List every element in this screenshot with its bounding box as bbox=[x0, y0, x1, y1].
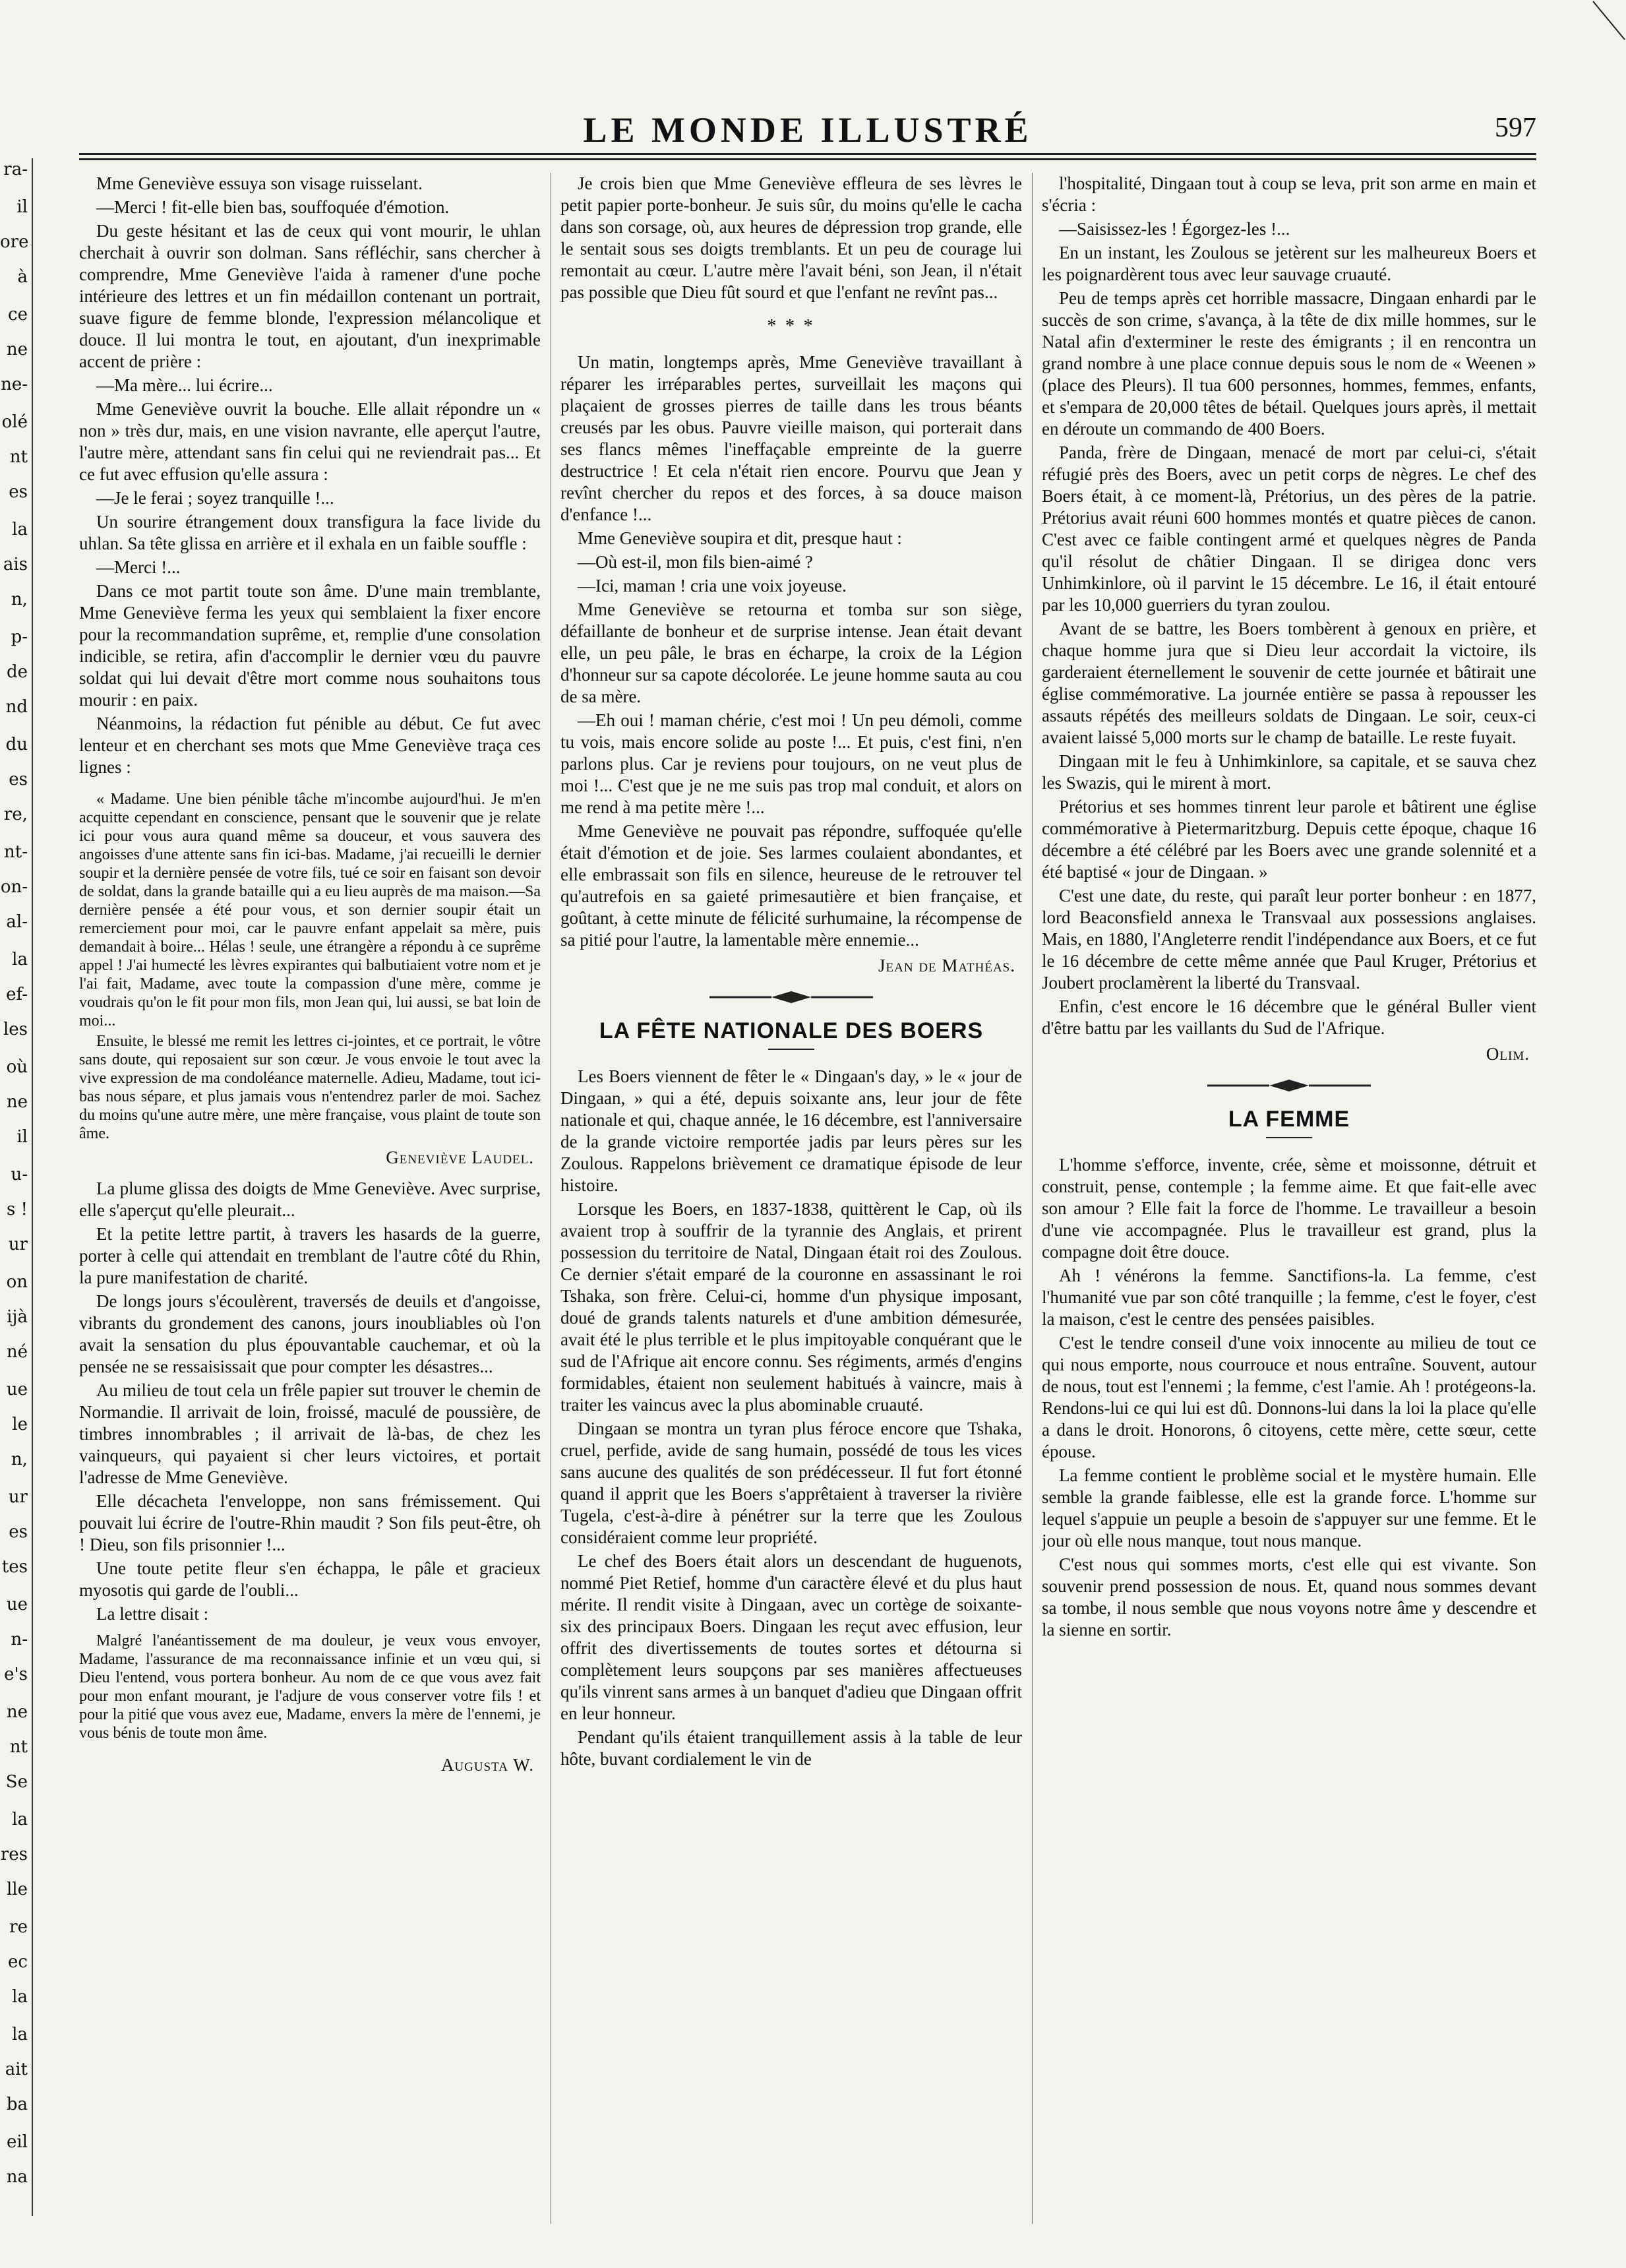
paragraph: Lorsque les Boers, en 1837-1838, quittèrent le Cap, où ils avaient trop à souffrir de la tyrannie des Anglais, et prirent possession du territoire de Natal, Dingaan était roi des Zoulous. Ce dernier s'était emparé de la couronne en assassinant le roi Tshaka, son frère. Celui-ci, homme d'un physique imposant, doué de grands talents naturels et d'une ambition démesurée, avait été le plus terrible et le plus impitoyable conquérant que le sud de l'Afrique ait encore connu. Ses régiments, armés d'engins formidables, étaient non seulement habitués à vaincre, mais à traiter les vaincus avec la plus abominable cruauté. bbox=[560, 1199, 1022, 1415]
paragraph: Enfin, c'est encore le 16 décembre que le général Buller vient d'être battu par les vaillants du Sud de l'Afrique. bbox=[1042, 996, 1536, 1038]
paragraph: —Merci ! fit-elle bien bas, souffoquée d'émotion. bbox=[96, 197, 450, 217]
paragraph: Ensuite, le blessé me remit les lettres ci-jointes, et ce portrait, le vôtre sans doute, qui reposaient sur son cœur. Je vous envoie le tout avec la vive expression de ma condoléance maternelle. Adieu, Madame, tout ici-bas nous sépare, et plus jamais vous n'entendrez parler de moi. Sachez du moins qu'une autre mère, une mère française, vous plaint de toute son âme. bbox=[79, 1033, 541, 1142]
paragraph: —Saisissez-les ! Égorgez-les !... bbox=[1059, 219, 1290, 239]
gutter-fragment: eil bbox=[6, 2132, 28, 2152]
paragraph: L'homme s'efforce, invente, crée, sème et moissonne, détruit et construit, pense, contemple ; la femme aime. Et que fait-elle avec son amour ? Elle fait la force de l'homme. Le travailleur a besoin d'une vie accompagnée. Plus le travailleur est grand, plus la compagne doit être douce. bbox=[1042, 1155, 1536, 1262]
gutter-fragment: nt bbox=[9, 1737, 28, 1757]
paragraph: Au milieu de tout cela un frêle papier sut trouver le chemin de Normandie. Il arrivait de loin, froissé, maculé de poussière, de timbres innombrables ; il arrivait de là-bas, de chez les vainqueurs, qui payaient si cher leurs victoires, et portait l'adresse de Mme Geneviève. bbox=[79, 1380, 541, 1487]
gutter-fragment: es bbox=[9, 1522, 28, 1542]
paragraph: C'est le tendre conseil d'une voix innocente au milieu de tout ce qui nous emporte, nous courrouce et nous entraîne. Souvent, autour de nous, tout est l'ennemi ; la femme, c'est l'amie. Ah ! protégeons-la. Rendons-lui ce qui lui est dû. Donnons-lui dans la loi la place qu'elle a dans le droit. Honorons, ô citoyens, cette mère, cette sœur, cette épouse. bbox=[1042, 1333, 1536, 1461]
gutter-fragment: u- bbox=[11, 1165, 28, 1184]
paragraph: Les Boers viennent de fêter le « Dingaan's day, » le « jour de Dingaan, » qui a été, depuis soixante ans, leur jour de fête nationale et qui, chaque année, le 16 décembre, est l'anniversaire de la grande victoire remportée jadis par leurs pères sur les Zoulous. Rappelons brièvement ce dramatique épisode de leur histoire. bbox=[560, 1066, 1022, 1195]
gutter-fragment: ne bbox=[6, 340, 28, 359]
paragraph: Peu de temps après cet horrible massacre, Dingaan enhardi par le succès de son crime, s'avança, à la tête de dix mille hommes, sur le Natal afin d'exterminer le reste des émigrants ; il en rencontra un grand nombre à une place connue depuis sous le nom de « Weenen » (place des Pleurs). Il tua 600 personnes, hommes, femmes, enfants, et s'empara de 20,000 têtes de bétail. Quelques jours après, il mettait en déroute un commando de 400 Boers. bbox=[1042, 288, 1536, 439]
gutter-fragment: ait bbox=[5, 2060, 28, 2079]
gutter-fragment: p- bbox=[11, 627, 28, 647]
paragraph: Mme Geneviève se retourna et tomba sur son siège, défaillante de bonheur et de surprise intense. Jean était devant elle, un peu pâle, le bras en écharpe, la croix de la Légion d'honneur sur sa capote décolorée. Le jeune homme sauta au cou de sa mère. bbox=[560, 599, 1022, 706]
paragraph: Elle décacheta l'enveloppe, non sans frémissement. Qui pouvait lui écrire de l'outre-Rhin maudit ? Son fils peut-être, oh ! Dieu, son fils prisonnier !... bbox=[79, 1491, 541, 1554]
paragraph: —Eh oui ! maman chérie, c'est moi ! Un peu démoli, comme tu vois, mais encore solide au poste !... Et puis, c'est fini, n'en parlons plus. Car je reviens pour toujours, on ne veut plus de moi !... C'est que je ne me suis pas trop mal conduit, et alors on me rend à ma petite mère !... bbox=[560, 710, 1022, 817]
paragraph: La lettre disait : bbox=[96, 1604, 209, 1624]
gutter-fragment: tes bbox=[1, 1557, 28, 1577]
paragraph: En un instant, les Zoulous se jetèrent sur les malheureux Boers et les poignardèrent tous avec leur sauvage cruauté. bbox=[1042, 243, 1536, 284]
article-heading-femme: LA FEMME bbox=[1228, 1107, 1350, 1132]
gutter-fragment: re bbox=[9, 1917, 28, 1937]
gutter-fragment: à bbox=[17, 267, 28, 287]
ornament-divider-icon bbox=[1203, 1078, 1375, 1093]
story-conclusion-paragraphs bbox=[560, 173, 1022, 303]
paragraph: Le chef des Boers était alors un descendant de huguenots, nommé Piet Retief, homme d'un caractère élevé et du plus haut mérite. Il rendit visite à Dingaan, avec un cortège de soixante-six des principaux Boers. Dingaan les reçut avec effusion, leur offrit des divertissements de toutes sortes et détourna si complètement leurs soupçons par ses manières affectueuses qu'ils vinrent sans armes à un banquet d'adieu que Dingaan offrit en leur honneur. bbox=[560, 1551, 1022, 1723]
second-letter-signature: Augusta W. bbox=[440, 1755, 534, 1775]
paragraph: —Où est-il, mon fils bien-aimé ? bbox=[578, 552, 813, 572]
boers-article-paragraphs bbox=[560, 1066, 1022, 1770]
paragraph: « Madame. Une bien pénible tâche m'incombe aujourd'hui. Je m'en acquitte cependant en conscience, pensant que le souvenir que je relate ici pour vous aura quand même sa douceur, et vous sauvera des angoisses d'une attente sans fin ici-bas. Madame, j'ai recueilli le dernier soupir et la dernière pensée de votre fils, tué ce soir en faisant son devoir de soldat, dans la grande bataille qui a eu lieu auprès de ma maison.—Sa dernière pensée a été pour vous, et son dernier soupir était un remerciement pour moi, car le pauvre enfant appelait sa mère, puis demandait à boire... Hélas ! seule, une étrangère a répondu à ce suprême appel ! J'ai humecté les lèvres expirantes qui balbutiaient votre nom et je l'ai fait, Madame, avec toute la compassion d'une mère, comme je voudrais qu'on le fit pour mon fils, mon Jean qui, lui aussi, se bat loin de moi... bbox=[79, 791, 541, 1029]
paragraph: —Merci !... bbox=[96, 557, 181, 577]
paragraph: De longs jours s'écoulèrent, traversés de deuils et d'angoisse, vibrants du grondement des canons, jours inoubliables où l'on avait la sensation du plus épouvantable cauchemar, et où la pensée ne se ressaisissait que pour compter les désastres... bbox=[79, 1291, 541, 1376]
article-heading-boers: LA FÊTE NATIONALE DES BOERS bbox=[599, 1018, 984, 1043]
gutter-fragment: les bbox=[3, 1020, 28, 1039]
masthead-rule-bottom bbox=[79, 158, 1536, 160]
paragraph: Dingaan mit le feu à Unhimkinlore, sa capitale, et se sauva chez les Swazis, qui le mirent à mort. bbox=[1042, 751, 1536, 793]
paragraph: Dingaan se montra un tyran plus féroce encore que Tshaka, cruel, perfide, avide de sang humain, possédé de tous les vices sans aucune des qualités de son prédécesseur. Il fut fort étonné quand il apprit que les Boers s'apprêtaient à traverser la rivière Tugela, c'est-à-dire à pénétrer sur la terre que les Zoulous considéraient comme leur propriété. bbox=[560, 1419, 1022, 1547]
gutter-fragment: e's bbox=[4, 1665, 28, 1684]
gutter-fragment: lle bbox=[6, 1880, 28, 1899]
story-paragraphs-continued bbox=[79, 1178, 541, 1625]
gutter-fragment: Se bbox=[5, 1772, 28, 1792]
gutter-fragment: ce bbox=[8, 305, 28, 324]
gutter-fragment: es bbox=[9, 482, 28, 502]
paragraph: —Ici, maman ! cria une voix joyeuse. bbox=[578, 576, 847, 596]
paragraph: Un sourire étrangement doux transfigura la face livide du uhlan. Sa tête glissa en arrière et il exhala en un faible souffle : bbox=[79, 512, 541, 553]
gutter-fragment: ra- bbox=[3, 160, 28, 179]
gutter-fragment: olé bbox=[1, 412, 28, 432]
gutter-fragment: la bbox=[12, 1810, 28, 1829]
page-corner-mark bbox=[1573, 0, 1626, 53]
gutter-fragment: s ! bbox=[6, 1200, 28, 1219]
letter-block bbox=[79, 790, 541, 1143]
gutter-fragment: de bbox=[6, 662, 28, 682]
paragraph: Mme Geneviève ouvrit la bouche. Elle allait répondre un « non » très dur, mais, en une vision navrante, elle aperçut l'autre, l'autre mère, attendant sans fin celui qui ne reviendrait pas... Et ce fut avec effusion qu'elle assura : bbox=[79, 399, 541, 484]
gutter-fragment: re, bbox=[3, 805, 28, 824]
gutter-fragment: la bbox=[12, 520, 28, 539]
paragraph: Prétorius et ses hommes tinrent leur parole et bâtirent une église commémorative à Pietermaritzburg. Depuis cette époque, chaque 16 décembre a été célébré par les Boers avec une grande solennité et a été baptisé « jour de Dingaan. » bbox=[1042, 797, 1536, 882]
gutter-fragment: où bbox=[6, 1057, 28, 1077]
masthead-title: LE MONDE ILLUSTRÉ bbox=[583, 110, 1033, 150]
paragraph: Pendant qu'ils étaient tranquillement assis à la table de leur hôte, buvant cordialement le vin de bbox=[560, 1727, 1022, 1769]
paragraph: C'est nous qui sommes morts, c'est elle qui est vivante. Son souvenir prend possession de nous. Et, quand nous sommes devant sa tombe, il nous semble que nous voyons notre âme y descendre et la sienne en sortir. bbox=[1042, 1554, 1536, 1640]
gutter-fragment: ur bbox=[8, 1487, 28, 1507]
paragraph: —Je le ferai ; soyez tranquille !... bbox=[96, 488, 334, 508]
paragraph: Je crois bien que Mme Geneviève effleura de ses lèvres le petit papier porte-bonheur. Je suis sûr, du moins qu'elle le cacha dans son corsage, où, aux heures de dépression trop grande, elle le sentait sous ses doigts tremblants. Et un peu de courage lui remontait au cœur. L'autre mère l'avait béni, son Jean, il n'était pas possible que Dieu fût sourd et que l'enfant ne revînt pas... bbox=[560, 173, 1022, 302]
masthead-rule-top bbox=[79, 153, 1536, 155]
gutter-fragment: on bbox=[6, 1272, 28, 1292]
second-letter: Malgré l'anéantissement de ma douleur, je veux vous envoyer, Madame, l'assurance de ma reconnaissance infinie et un vœu qui, si Dieu l'entend, vous portera bonheur. Au nom de ce que vous avez fait pour mon enfant mourant, je l'adjure de vous conserver votre fils ! et pour la pitié que vous avez eue, Madame, envers la mère de l'ennemi, je vous bénis de toute mon âme. bbox=[79, 1632, 541, 1742]
gutter-fragment: nt bbox=[9, 447, 28, 467]
gutter-fragment: res bbox=[0, 1845, 28, 1864]
gutter-fragment: es bbox=[9, 770, 28, 789]
column-divider bbox=[1032, 173, 1033, 2224]
section-break-asterism: * * * bbox=[767, 316, 816, 336]
paragraph: Néanmoins, la rédaction fut pénible au début. Ce fut avec lenteur et en cherchant ses mots que Mme Geneviève traça ces lignes : bbox=[79, 714, 541, 777]
paragraph: Un matin, longtemps après, Mme Geneviève travaillant à réparer les irréparables pertes, surveillait les maçons qui plaçaient de grosses pierres de taille dans les trous béants creusés par les obus. Pauvre vieille maison, qui porterait dans ses flancs mêmes l'ineffaçable empreinte de la guerre destructrice ! Et cela n'était rien encore. Pourvu que Jean y revînt chercher du repos et des forces, à sa douce maison d'enfance !... bbox=[560, 352, 1022, 524]
gutter-fragment: ec bbox=[8, 1952, 28, 1972]
gutter-fragment: ue bbox=[6, 1380, 28, 1399]
boers-article-continued bbox=[1042, 173, 1536, 1039]
gutter-fragments bbox=[0, 158, 33, 2216]
paragraph: La plume glissa des doigts de Mme Geneviève. Avec surprise, elle s'aperçut qu'elle pleurait... bbox=[79, 1179, 541, 1220]
paragraph: Du geste hésitant et las de ceux qui vont mourir, le uhlan cherchait à ouvrir son dolman. Sans réfléchir, sans chercher à comprendre, Mme Geneviève l'aida à ramener d'une poche intérieure des lettres et un fin médaillon contenant un portrait, suave figure de femme blonde, l'expression mélancolique et douce. Il lui montra le tout, en ajoutant, d'un inexprimable accent de prière : bbox=[79, 221, 541, 371]
paragraph: C'est une date, du reste, qui paraît leur porter bonheur : en 1877, lord Beaconsfield annexa le Transvaal aux possessions anglaises. Mais, en 1880, l'Angleterre rendit l'indépendance aux Boers, et ce fut le 16 décembre de cette même année que Paul Kruger, Prétorius et Joubert proclamèrent la liberté du Transvaal. bbox=[1042, 886, 1536, 993]
gutter-fragment: né bbox=[6, 1342, 28, 1362]
column-3 bbox=[1042, 173, 1536, 2230]
story-author-signature: Jean de Mathéas. bbox=[878, 956, 1015, 975]
gutter-fragment: la bbox=[12, 2025, 28, 2044]
gutter-fragment: ef- bbox=[6, 985, 28, 1004]
page-number: 597 bbox=[1495, 113, 1536, 143]
gutter-fragment: il bbox=[16, 1127, 28, 1147]
boers-article-signature: Olim. bbox=[1486, 1044, 1530, 1064]
heading-rule bbox=[768, 1049, 814, 1050]
gutter-fragment: il bbox=[16, 197, 28, 217]
paragraph: La femme contient le problème social et le mystère humain. Elle semble la grande faiblesse, elle est la grande force. L'homme sur lequel s'appuie un peuple a besoin de s'appuyer sur une femme. Et le jour où elle nous manque, tout nous manque. bbox=[1042, 1465, 1536, 1550]
paragraph: Une toute petite fleur s'en échappa, le pâle et gracieux myosotis qui garde de l'oubli... bbox=[79, 1558, 541, 1600]
gutter-fragment: nt- bbox=[4, 842, 28, 862]
gutter-fragment: na bbox=[6, 2167, 28, 2187]
gutter-fragment: du bbox=[5, 735, 28, 754]
gutter-fragment: n- bbox=[11, 1630, 28, 1649]
paragraph: Avant de se battre, les Boers tombèrent à genoux en prière, et chaque homme jura que si Dieu leur accordait la victoire, ils garderaient éternellement le souvenir de cette journée et bâtirait une église commémorative. La journée entière se passa à repousser les assauts répétés des meilleurs soldats de Dingaan. Le soir, ceux-ci avaient laissé 5,000 morts sur le champ de bataille. Le reste fuyait. bbox=[1042, 619, 1536, 747]
gutter-fragment: ore bbox=[0, 232, 29, 252]
gutter-fragment: n, bbox=[11, 1450, 28, 1469]
gutter-fragment: la bbox=[12, 950, 28, 969]
gutter-fragment: ur bbox=[8, 1235, 28, 1254]
paragraph: Ah ! vénérons la femme. Sanctifions-la. La femme, c'est l'humanité vue par son côté tranquille ; la femme, c'est le foyer, c'est la maison, c'est le centre des pensées paisibles. bbox=[1042, 1266, 1536, 1329]
story-final-paragraphs bbox=[560, 352, 1022, 951]
column-1 bbox=[79, 173, 541, 2230]
letter-signature: Geneviève Laudel. bbox=[386, 1148, 534, 1167]
gutter-fragment: on- bbox=[0, 877, 28, 897]
gutter-fragment: le bbox=[12, 1415, 28, 1434]
paragraph: Et la petite lettre partit, à travers les hasards de la guerre, porter à celle qui attendait en tremblant de l'autre côté du Rhin, la pure manifestation de charité. bbox=[79, 1224, 541, 1287]
gutter-fragment: ne bbox=[6, 1092, 28, 1112]
paragraph: Dans ce mot partit toute son âme. D'une main tremblante, Mme Geneviève ferma les yeux qui semblaient la fixer encore pour la recommandation suprême, et, remplie d'une consolation indicible, se retira, afin d'accomplir le dernier vœu du pauvre soldat qui lui devait d'être mort comme nous souhaitons tous mourir : en paix. bbox=[79, 581, 541, 710]
gutter-fragment: ne- bbox=[1, 375, 28, 394]
heading-rule bbox=[1266, 1137, 1312, 1138]
gutter-fragment: al- bbox=[6, 912, 28, 932]
gutter-fragment: ba bbox=[6, 2095, 28, 2114]
paragraph: Mme Geneviève soupira et dit, presque haut : bbox=[578, 528, 902, 548]
paragraph: Mme Geneviève essuya son visage ruisselant. bbox=[96, 173, 423, 193]
paragraph: l'hospitalité, Dingaan tout à coup se leva, prit son arme en main et s'écria : bbox=[1042, 173, 1536, 215]
column-2 bbox=[560, 173, 1022, 2230]
ornament-divider-icon bbox=[706, 990, 877, 1004]
gutter-fragment: n, bbox=[11, 590, 28, 609]
gutter-fragment: la bbox=[12, 1987, 28, 2007]
gutter-fragment: nd bbox=[5, 697, 28, 717]
gutter-fragment: ijà bbox=[7, 1307, 28, 1327]
paragraph: Panda, frère de Dingaan, menacé de mort par celui-ci, s'était réfugié près des Boers, avec un petit corps de nègres. Le chef des Boers était, à ce moment-là, Prétorius, un des pères de la patrie. Prétorius avait réuni 600 hommes montés et quatre pièces de canon. C'est avec ce faible contingent armé et quelques nègres de Panda qu'il résolut de châtier Dingaan. Il se dirigea donc vers Unhimkinlore, où il parvint le 15 décembre. Le 16, il était entouré par les 10,000 guerriers du tyran zoulou. bbox=[1042, 443, 1536, 615]
paragraph: —Ma mère... lui écrire... bbox=[96, 375, 273, 395]
gutter-fragment: ais bbox=[3, 555, 28, 574]
gutter-fragment: ne bbox=[6, 1702, 28, 1722]
femme-article-paragraphs bbox=[1042, 1154, 1536, 1641]
story-paragraphs bbox=[79, 173, 541, 778]
masthead bbox=[79, 106, 1536, 152]
paragraph: Mme Geneviève ne pouvait pas répondre, suffoquée qu'elle était d'émotion et de joie. Ses larmes coulaient abondantes, et elle embrassait son fils en silence, heureuse de le retrouver tel qu'autrefois en sa gaieté primesautière et bien française, et goûtant, à cette minute de félicité surhumaine, la récompense de sa pitié pour l'autre, la lamentable mère ennemie... bbox=[560, 821, 1022, 950]
gutter-fragment: ue bbox=[6, 1595, 28, 1614]
